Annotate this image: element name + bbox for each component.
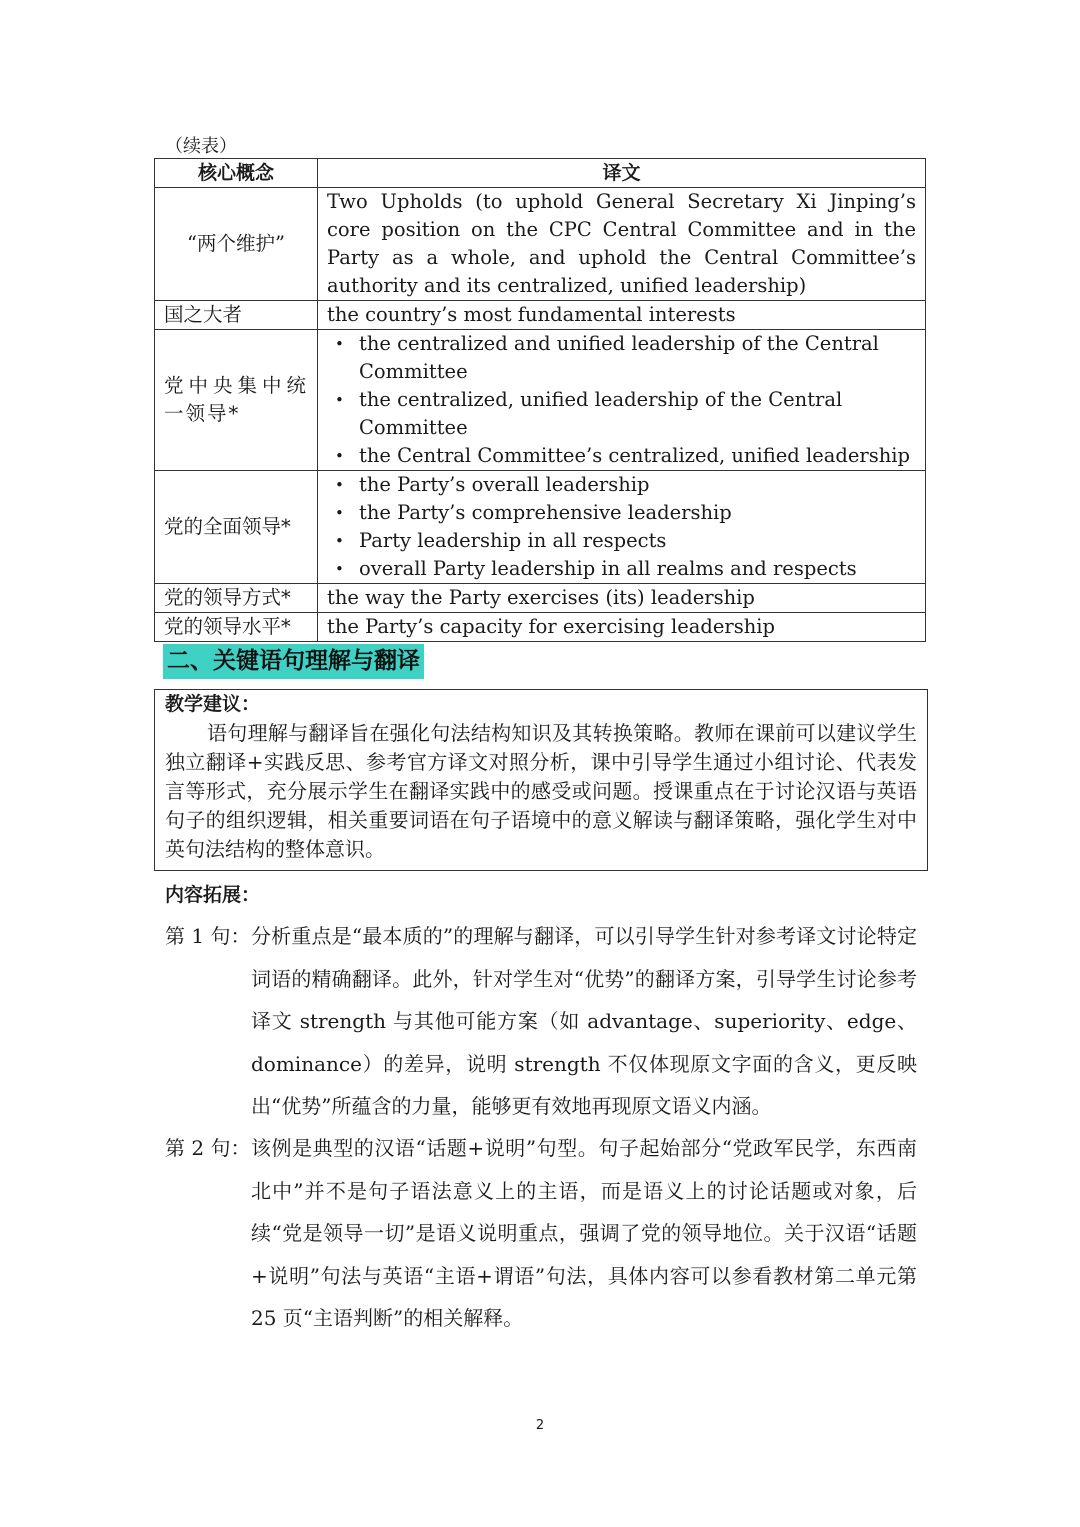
list-item: • Party leadership in all respects [327, 527, 916, 555]
table-row [155, 330, 926, 471]
list-item: • the Party’s comprehensive leadership [327, 499, 916, 527]
teaching-advice-title: 教学建议： [165, 693, 261, 715]
list-item: • the centralized, unified leadership of the Central Committee [327, 386, 916, 442]
sentence-label: 第 1 句： [165, 924, 251, 948]
table-row [155, 188, 926, 301]
translation-cell [318, 330, 926, 471]
concept-cell: 党的全面领导* [155, 471, 318, 584]
list-item: • the Party’s overall leadership [327, 471, 916, 499]
sentence-label: 第 2 句： [165, 1136, 251, 1160]
translation-cell: the Party’s capacity for exercising leadership [318, 613, 926, 642]
translation-cell: the country’s most fundamental interests [318, 301, 926, 330]
concept-cell: 党的领导水平* [155, 613, 318, 642]
table-header-row [155, 159, 926, 188]
continued-label: （续表） [165, 136, 237, 157]
page-number: 2 [535, 1418, 545, 1433]
sentence-note [165, 1127, 917, 1340]
concept-cell: “两个维护” [155, 188, 318, 301]
sentence-text: 该例是典型的汉语“话题+说明”句型。句子起始部分“党政军民学，东西南北中”并不是句子语法意义上的主语，而是语义上的讨论话题或对象，后续“党是领导一切”是语义说明重点，强调了党的领导地位。关于汉语“话题+说明”句法与英语“主语+谓语”句法，具体内容可以参看教材第二单元第 25 页“主语判断”的相关解释。 [251, 1136, 917, 1330]
table-row [155, 584, 926, 613]
list-item: • overall Party leadership in all realms and respects [327, 555, 916, 583]
translation-cell: the way the Party exercises (its) leadership [318, 584, 926, 613]
content-expansion-title: 内容拓展： [165, 884, 261, 906]
teaching-advice-text: 语句理解与翻译旨在强化句法结构知识及其转换策略。教师在课前可以建议学生独立翻译+实践反思、参考官方译文对照分析，课中引导学生通过小组讨论、代表发言等形式，充分展示学生在翻译实践中的感受或问题。授课重点在于讨论汉语与英语句子的组织逻辑，相关重要词语在句子语境中的意义解读与翻译策略，强化学生对中英句法结构的整体意识。 [165, 721, 917, 861]
translation-cell: Two Upholds (to uphold General Secretary Xi Jinping’s core position on the CPC Central Committee and in the Party as a whole, and uphold the Central Committee’s authority and its centralized, unified leadership) [318, 188, 926, 301]
concept-translation-table [154, 158, 926, 642]
sentence-text: 分析重点是“最本质的”的理解与翻译，可以引导学生针对参考译文讨论特定词语的精确翻译。此外，针对学生对“优势”的翻译方案，引导学生讨论参考译文 strength 与其他可能方案（如 advantage、superiority、edge、dominance）的差异，说明 strength 不仅体现原文字面的含义，更反映出“优势”所蕴含的力量，能够更有效地再现原文语义内涵。 [251, 924, 917, 1118]
list-item: • the centralized and unified leadership of the Central Committee [327, 330, 916, 386]
table-row [155, 613, 926, 642]
section-heading: 二、关键语句理解与翻译 [163, 644, 424, 679]
concept-cell: 党中央集中统一领导* [155, 330, 318, 471]
table-row [155, 471, 926, 584]
concept-cell: 党的领导方式* [155, 584, 318, 613]
table-row [155, 301, 926, 330]
header-concept: 核心概念 [155, 159, 318, 188]
sentence-note [165, 915, 917, 1128]
teaching-advice-box [154, 689, 928, 871]
list-item: • the Central Committee’s centralized, unified leadership [327, 442, 916, 470]
concept-cell: 国之大者 [155, 301, 318, 330]
header-translation: 译文 [318, 159, 926, 188]
translation-cell [318, 471, 926, 584]
